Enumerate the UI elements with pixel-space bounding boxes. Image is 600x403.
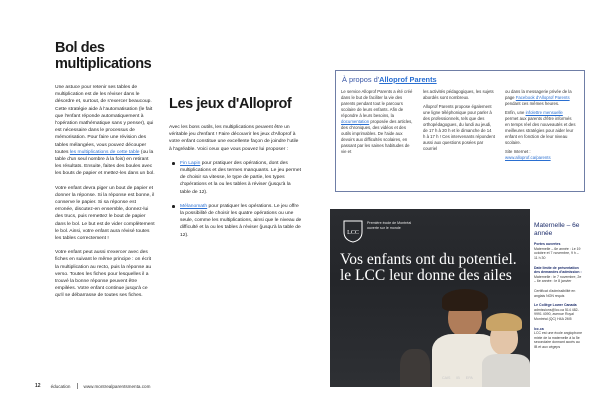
ad-grades-title: Maternelle – 6e année (534, 222, 580, 237)
child-hair (442, 289, 488, 311)
ad-info-block: Le Collège Lower Canada admissions@lcc.ca 514 482-9991 4090, avenue Royal Montréal (QC) H4A 2M5 (534, 303, 579, 321)
child-shirt (482, 354, 530, 387)
accreditation-logos (442, 374, 532, 382)
article1-title: Bol des multiplications (55, 40, 152, 72)
lcc-logo-text: LCC (347, 230, 359, 236)
lcc-advertisement[interactable] (330, 209, 587, 387)
game-link-fin-lapin[interactable]: Fin Lapin (180, 160, 201, 166)
website-link[interactable]: www.alloprof.ca/parents (505, 155, 551, 161)
about-alloprof-box (335, 70, 585, 192)
list-item: Mélanomath pour pratiquer les opérations. Le jeu offre la possibilité de choisir les quatre opérations ou une seule, comme les multiplications, ainsi que le niveau de difficulté et la ou les tables à réviser (jusqu'à la table de 12). (169, 203, 302, 239)
ad-info-block: Date limite de présentation des demandes d'admission : Maternelle : le 7 novembre, 2e – 6e année : le 8 janvier (534, 265, 582, 284)
lcc-tagline: Première école de Montréal ouverte sur le monde (367, 221, 412, 230)
ad-headline: Vos enfants ont du potentiel. le LCC leur donne des ailes (340, 251, 517, 284)
article1-paragraph: Votre enfant devra piger un bout de papier et donner la réponse. Si la réponse est bonne, il conserve le papier. Si sa réponse est erronée, discutez-en ensemble, donnez-lui des trucs, puis remettez le bout de papier dans le bol. Le but est de vider complètement le bol. Ainsi, votre enfant aura révisé toutes les tables correctement ! (55, 185, 155, 242)
section-name: éducation (50, 383, 71, 389)
lcc-crest-icon (342, 219, 364, 243)
alloprof-parents-link[interactable]: Alloprof Parents (379, 75, 437, 84)
about-column-3: ou dans la messagerie privée de la page Facebook d'Alloprof Parents pendant ces mêmes heures. Enfin, une infolettre mensuelle permet aux parents d'être informés en temps réel des nouveautés et des meilleures stratégies pour aider leur enfant en fonction de leur niveau scolaire. Site Internet : www.alloprof.ca/parents (505, 89, 576, 161)
article1-paragraph: Une astuce pour retenir ses tables de multiplication est de les réviser dans le désordre et, surtout, de s'exercer beaucoup. Cette stratégie aide à l'automatisation (le fait que l'enfant réponde automatiquement à l'opération mathématique sans y penser), qui est nécessaire dans le processus de mémorisation. Pour faire une révision des tables mélangées, vous pouvez découper toutes les multiplications de cette table (ou la table d'un seul nombre à la fois) en retirant les résultats. Ensuite, faites des boules avec les bouts de papier et mettez-les dans un bol. (55, 85, 155, 177)
games-list (169, 160, 302, 239)
ib-logo: IB (456, 376, 460, 380)
ad-info-block: Certificat d'admissibilité en anglais NON requis (534, 288, 576, 298)
list-item: Fin Lapin pour pratiquer des opérations, dont des multiplications et des termes manquants. Le jeu permet de choisir sa vitesse, le type de partie, les types d'opérations et la ou les tables à réviser (jusqu'à la table de 12). (169, 160, 302, 196)
ad-info-block: lcc.ca LCC est une école anglophone mixte de la maternelle à la 5e secondaire donnant accès au IB et aux cégeps (534, 326, 583, 349)
game-link-melanomath[interactable]: Mélanomath (180, 203, 208, 209)
child-hair (486, 313, 522, 331)
bullet-icon (172, 162, 175, 165)
facebook-link[interactable]: Facebook d'Alloprof Parents (515, 95, 570, 101)
about-column-2: les activités pédagogiques, les sujets abordés sont nombreux. Alloprof Parents propose également une ligne téléphonique pour parler à des professionnels, tels que des orthopédagogues, du lundi au jeudi, de 17 h à 20 h et le dimanche de 14 h à 17 h ! Ces intervenants répondent aussi aux questions posées par courriel (423, 89, 495, 152)
divider (77, 383, 78, 389)
article1-paragraph: Votre enfant peut aussi s'exercer avec des fiches en suivant le même principe : on écrit la multiplication au recto, puis la réponse au verso. Toutes les fiches pour lesquelles il a trouvé la bonne réponse peuvent être empilées. Votre enfant continue jusqu'à ce qu'il se débarrasse de toutes ses fiches. (55, 250, 152, 299)
documentation-link[interactable]: documentation (341, 119, 370, 125)
epa-logo: EPA (465, 376, 473, 380)
article-bol-multiplications (55, 40, 155, 307)
cais-logo: CAIS (442, 376, 451, 380)
ad-info-panel (530, 209, 587, 387)
about-column-1: Le service Alloprof Parents a été créé dans le but de faciliter la vie des parents pendant tout le parcours scolaire de leurs enfants. Afin de répondre à leurs besoins, la documentation proposée des articles, des chroniques, des vidéos et des outils imprimables. De l'aide aux devoirs aux difficultés scolaires, en passant par les saines habitudes de vie et (341, 89, 413, 155)
newsletter-link[interactable]: infolettre mensuelle (525, 110, 563, 116)
multiplication-table-link[interactable]: les multiplications de cette table (69, 149, 140, 155)
footer-website: www.montrealparentsmenta.com (83, 383, 151, 389)
about-alloprof-title: À propos d'Alloprof Parents (342, 75, 437, 84)
article2-intro: Avec les bons outils, les multiplications peuvent être un véritable jeu d'enfant ! Faire découvrir les jeux d'Alloprof à votre enfant constitue une excellente façon de joindre l'utile à l'agréable. Voici ceux que vous pouvez lui proposer : (169, 125, 299, 152)
page-footer (35, 382, 335, 390)
child-silhouette (400, 349, 430, 387)
ad-info-block: Portes ouvertes Maternelle – 6e année : Le 19 octobre et 7 novembre, 9 h – 11 h 30 (534, 242, 581, 260)
article2-title: Les jeux d'Alloprof (169, 96, 292, 112)
article-jeux-alloprof (169, 96, 302, 246)
page-number: 12 (35, 383, 41, 389)
bullet-icon (172, 205, 175, 208)
